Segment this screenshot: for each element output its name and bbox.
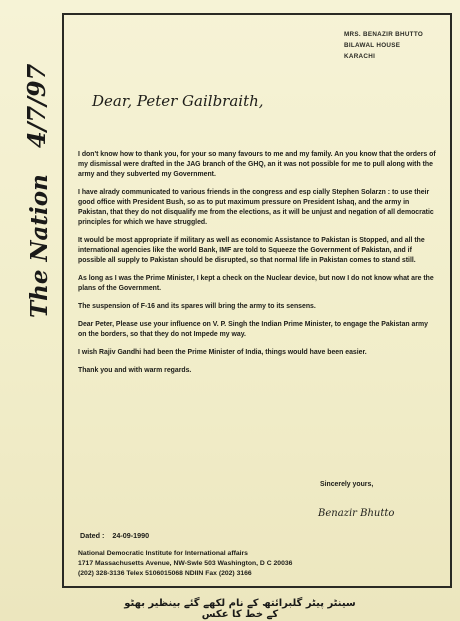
letterhead-house: BILAWAL HOUSE (344, 42, 401, 49)
handwritten-date-note: 4/7/97 (22, 63, 51, 148)
date-value: 24-09-1990 (112, 531, 150, 540)
address-line-1: National Democratic Institute for International affairs (78, 550, 248, 557)
paragraph-3: It would be most appropriate if military as well as economic Assistance to Pakistan is Stopped, and all the international agencies like the world Bank, IMF are told to Squeeze the Government of Pakistan, and if possible all supply to Pakistan should be disrupted, so that normal life in Pakistan comes to stand still. (78, 237, 425, 264)
letter-body (78, 150, 438, 384)
paragraph-1: I don't know how to thank you, for your so many favours to me and my family. An you know that the orders of my dismissal were drafted in the JAG branch of the GHQ, an it was not possible for me to pull along with the army and they subverted my Government. (78, 151, 436, 178)
salutation: Dear, Peter Gailbraith, (92, 92, 264, 110)
date-line (80, 531, 149, 540)
paragraph-2: I have alrady communicated to various friends in the congress and esp cially Stephen Solarzn : to use their good office with President Bush, so as to put maximum pressure on President Ishaq, and the army in Pakistan, that they do not disqualify me from the elections, as it will be unjust and negation of all democratic principles for which we have struggled. (78, 189, 434, 226)
signature: Benazir Bhutto (318, 508, 395, 519)
letterhead (344, 29, 444, 62)
handwritten-newspaper-note: The Nation (26, 174, 53, 318)
thanks-line: Thank you and with warm regards. (78, 367, 192, 374)
date-label: Dated : (80, 531, 105, 540)
address-line-2: 1717 Massachusetts Avenue, NW-Swle 503 Washington, D C 20036 (78, 560, 293, 567)
paragraph-7: I wish Rajiv Gandhi had been the Prime Minister of India, things would have been easier. (78, 349, 367, 356)
paragraph-4: As long as I was the Prime Minister, I kept a check on the Nuclear device, but now I do not know what are the plans of the Government. (78, 275, 434, 292)
sender-address (78, 549, 418, 579)
address-line-3: (202) 328-3136 Telex 5106015068 NDIIN Fax (202) 3166 (78, 570, 252, 577)
paragraph-6: Dear Peter, Please use your influence on V. P. Singh the Indian Prime Minister, to engage the Pakistan army on the borders, so that they do not Impede my way. (78, 321, 429, 338)
letterhead-name: MRS. BENAZIR BHUTTO (344, 31, 424, 38)
paragraph-5: The suspension of F-16 and its spares will bring the army to its sensens. (78, 303, 316, 310)
letterhead-city: KARACHI (344, 53, 376, 60)
urdu-caption: سینٹر پیٹر گلبرائتھ کے نام لکھے گئے بینظیر بھٹو کے خط کا عکس (124, 598, 356, 620)
closing-line: Sincerely yours, (320, 481, 374, 488)
